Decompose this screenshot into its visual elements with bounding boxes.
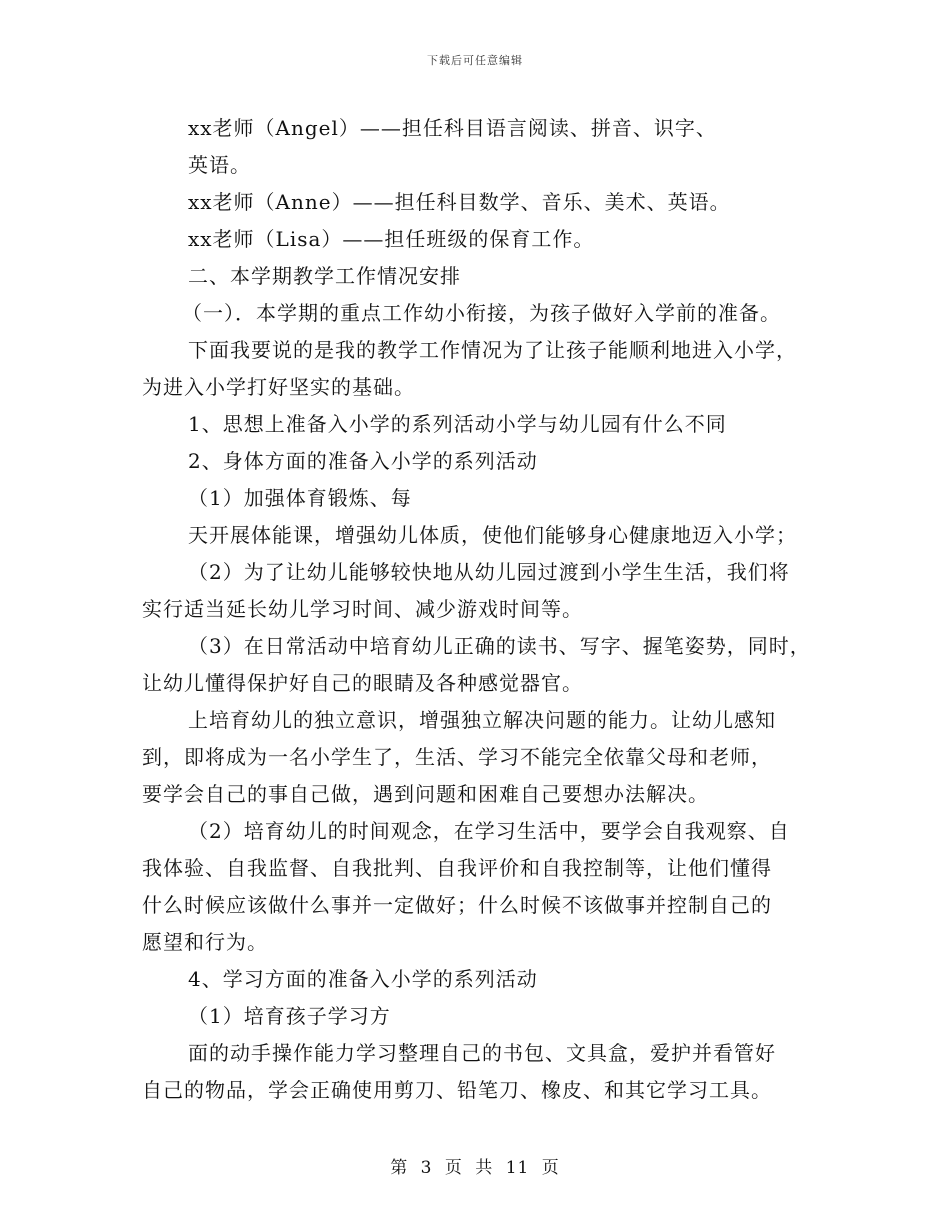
paragraph-line: 上培育幼儿的独立意识，增强独立解决问题的能力。让幼儿感知	[188, 708, 776, 732]
page-number-footer: 第 3 页 共 11 页	[390, 1158, 560, 1178]
paragraph-line: xx老师（Lisa）——担任班级的保育工作。	[188, 227, 595, 251]
list-item: （2）为了让幼儿能够较快地从幼儿园过渡到小学生生活，我们将	[188, 560, 790, 584]
section-heading: 二、本学期教学工作情况安排	[188, 264, 461, 288]
paragraph-line: 我体验、自我监督、自我批判、自我评价和自我控制等，让他们懂得	[142, 856, 772, 880]
paragraph-line: 什么时候应该做什么事并一定做好；什么时候不该做事并控制自己的	[142, 893, 772, 917]
paragraph-line: 愿望和行为。	[142, 930, 268, 954]
paragraph-line: 到，即将成为一名小学生了，生活、学习不能完全依靠父母和老师，	[142, 745, 772, 769]
paragraph-line: 英语。	[188, 153, 251, 177]
paragraph-line: 要学会自己的事自己做，遇到问题和困难自己要想办法解决。	[142, 782, 709, 806]
list-item: 1、思想上准备入小学的系列活动小学与幼儿园有什么不同	[188, 412, 727, 436]
list-item: （1）培育孩子学习方	[188, 1004, 391, 1028]
list-item: 4、学习方面的准备入小学的系列活动	[188, 967, 538, 991]
paragraph-line: 让幼儿懂得保护好自己的眼睛及各种感觉器官。	[142, 671, 583, 695]
paragraph-line: 面的动手操作能力学习整理自己的书包、文具盒，爱护并看管好	[188, 1041, 776, 1065]
paragraph-line: 为进入小学打好坚实的基础。	[142, 375, 415, 399]
subsection-heading: （一）．本学期的重点工作幼小衔接，为孩子做好入学前的准备。	[182, 301, 781, 325]
paragraph-line: 下面我要说的是我的教学工作情况为了让孩子能顺利地进入小学，	[188, 338, 797, 362]
paragraph-line: 实行适当延长幼儿学习时间、减少游戏时间等。	[142, 597, 583, 621]
paragraph-line: xx老师（Angel）——担任科目语言阅读、拼音、识字、	[188, 116, 717, 140]
list-item: 2、身体方面的准备入小学的系列活动	[188, 449, 538, 473]
list-item: （3）在日常活动中培育幼儿正确的读书、写字、握笔姿势，同时，	[188, 634, 811, 658]
paragraph-line: 自己的物品，学会正确使用剪刀、铅笔刀、橡皮、和其它学习工具。	[142, 1078, 772, 1102]
list-item: （1）加强体育锻炼、每	[188, 486, 412, 510]
page-header: 下载后可任意编辑	[427, 54, 523, 67]
paragraph-line: 天开展体能课，增强幼儿体质，使他们能够身心健康地迈入小学；	[188, 523, 797, 547]
list-item: （2）培育幼儿的时间观念，在学习生活中，要学会自我观察、自	[188, 819, 790, 843]
paragraph-line: xx老师（Anne）——担任科目数学、音乐、美术、英语。	[188, 190, 731, 214]
